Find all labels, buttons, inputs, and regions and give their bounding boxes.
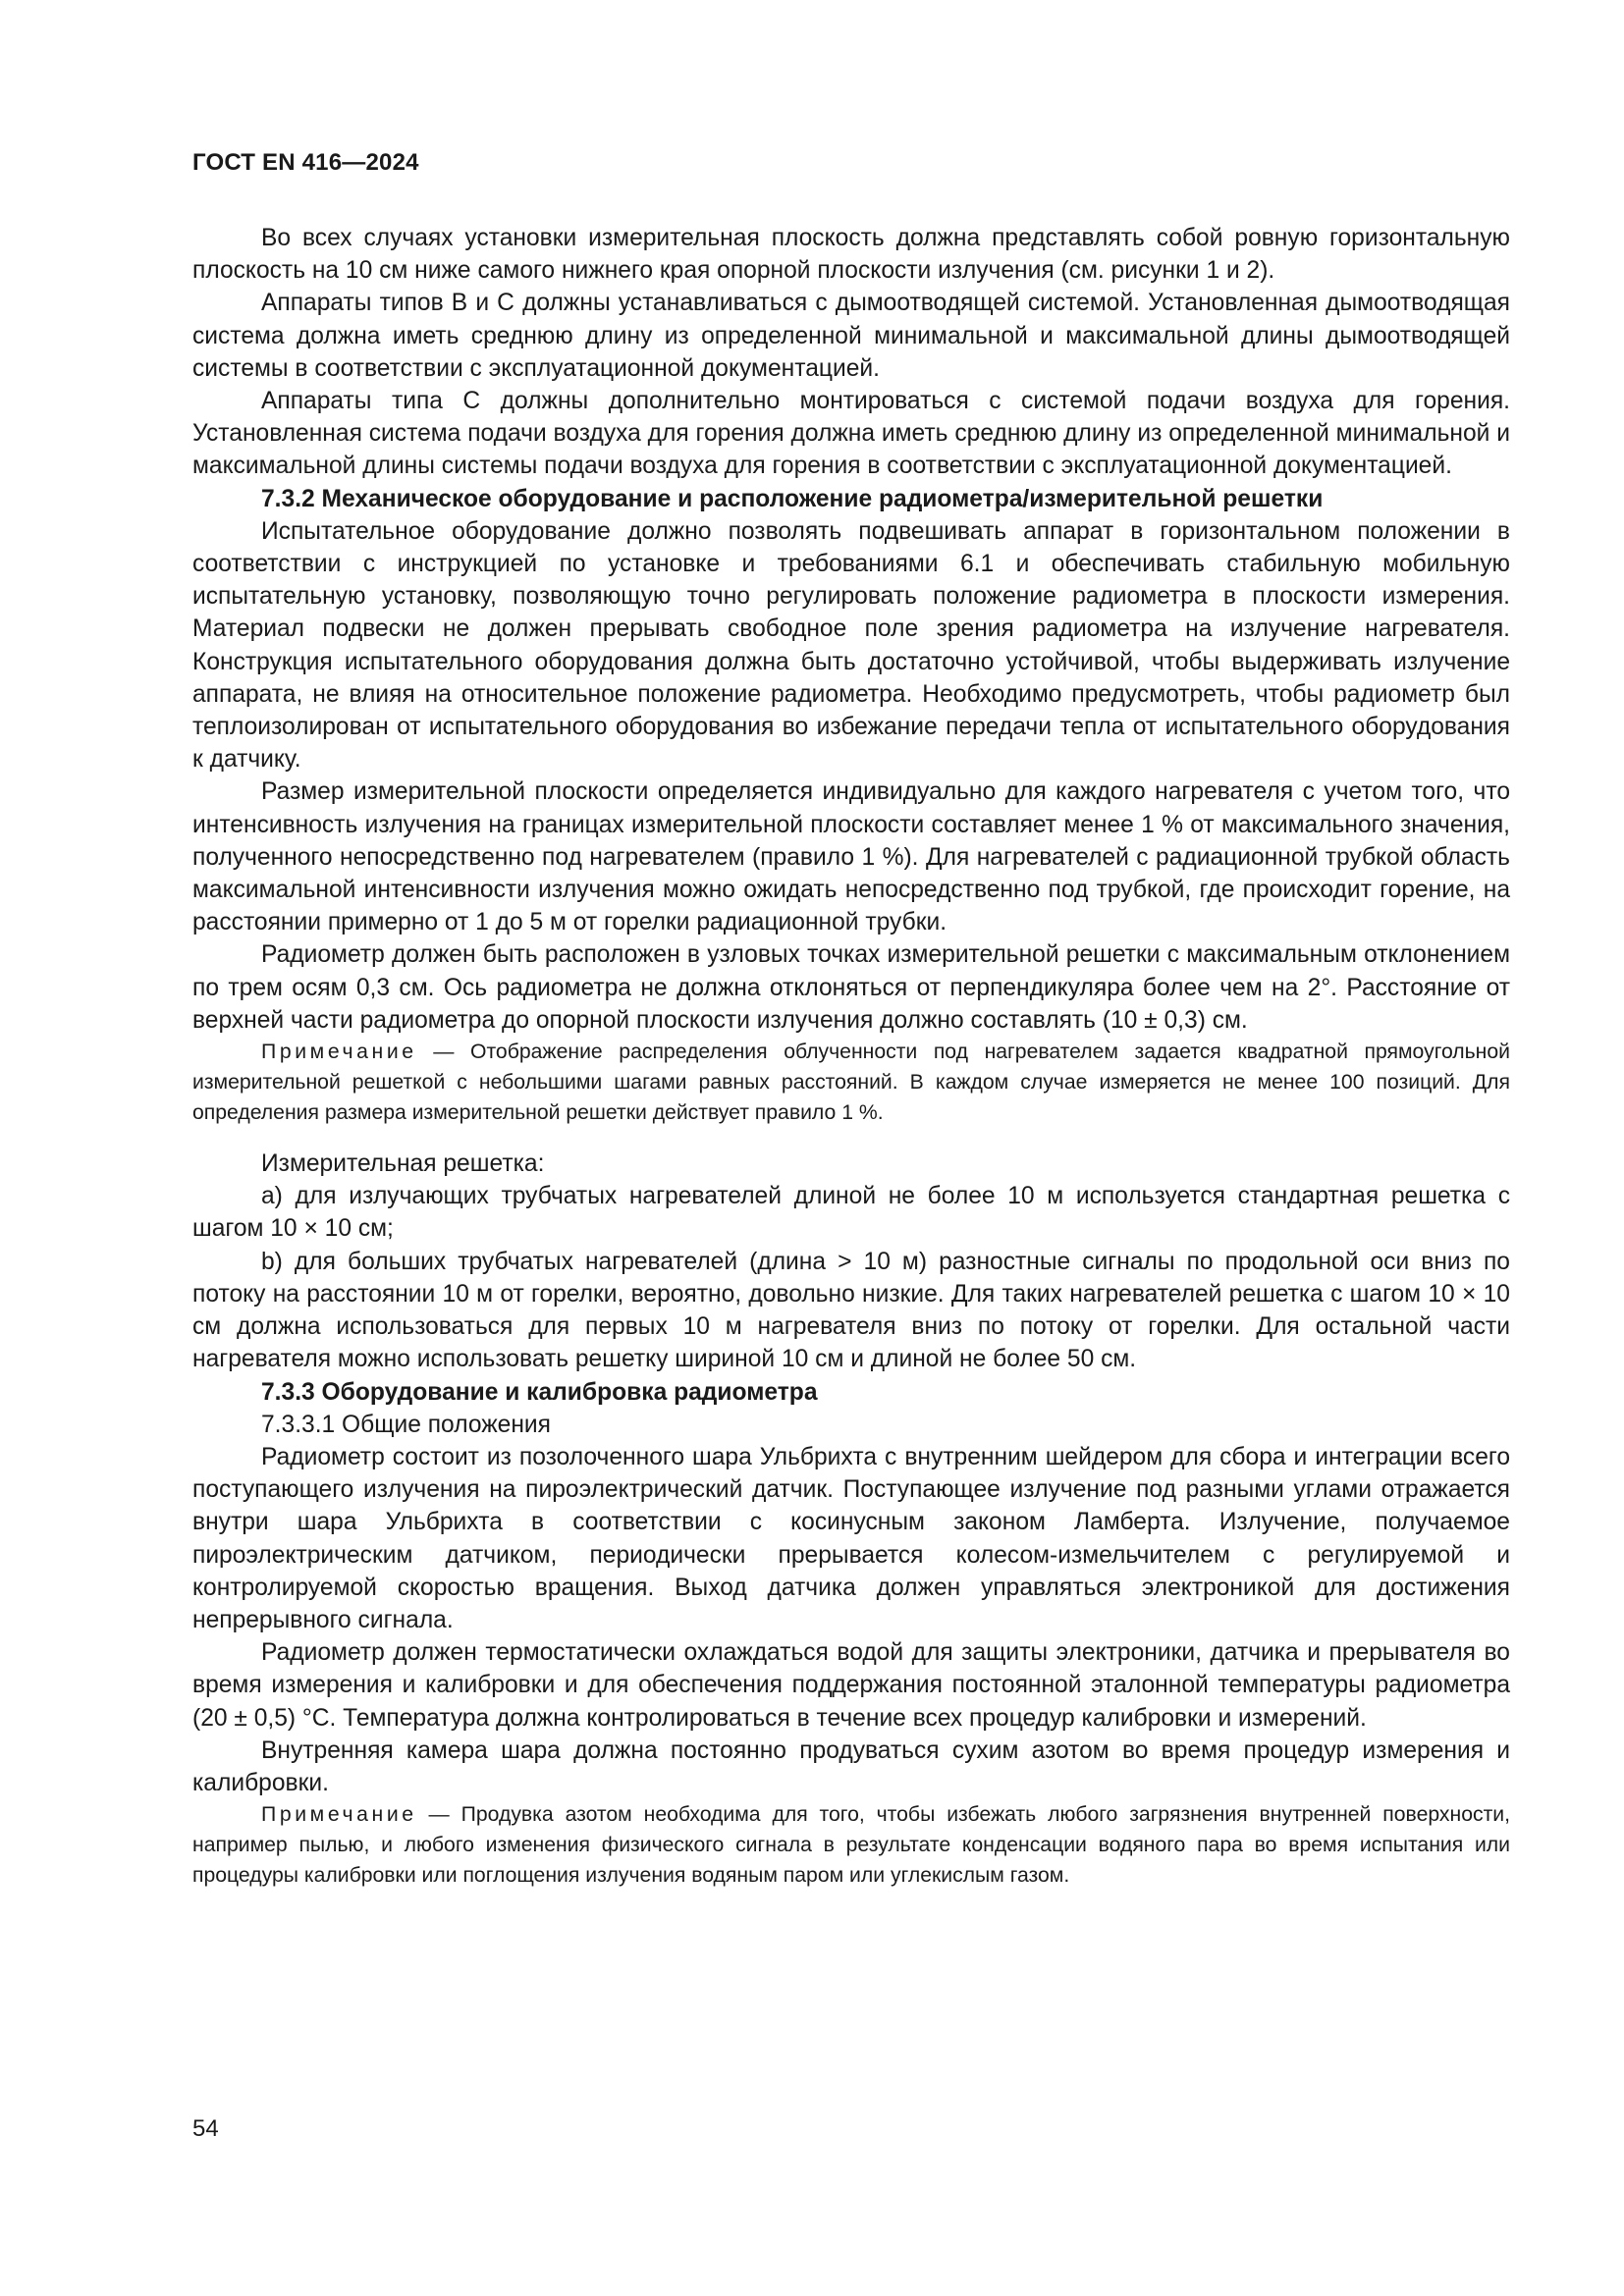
note-text: — Отображение распределения облученности под нагревателем задается квадратной прямоугольной измерительной решеткой с небольшими шагами равных расстояний. В каждом случае измеряется не менее 100 позиций. Для определения размера измерительной решетки действует правило 1 %. — [192, 1041, 1510, 1125]
note — [192, 1037, 1510, 1128]
note-label: Примечание — [261, 1041, 417, 1064]
paragraph: Внутренняя камера шара должна постоянно продуваться сухим азотом во время процедур измерения и калибровки. — [192, 1736, 1510, 1796]
paragraph: Измерительная решетка: — [261, 1150, 545, 1178]
page-content — [192, 222, 1510, 1891]
section-heading-7-3-2: 7.3.2 Механическое оборудование и расположение радиометра/измерительной решетки — [261, 485, 1324, 512]
subsection-heading-7-3-3-1: 7.3.3.1 Общие положения — [261, 1411, 551, 1438]
section-heading-7-3-3: 7.3.3 Оборудование и калибровка радиометра — [261, 1378, 818, 1406]
paragraph: Аппараты типа C должны дополнительно монтироваться с системой подачи воздуха для горения. Установленная система подачи воздуха для горения должна иметь среднюю длину из определенной минимальной и максимальной длины системы подачи воздуха для горения в соответствии с эксплуатационной документацией. — [192, 388, 1510, 480]
paragraph: Радиометр должен термостатически охлаждаться водой для защиты электроники, датчика и прерывателя во время измерения и калибровки и для обеспечения поддержания постоянной эталонной температуры радиометра (20 ± 0,5) °С. Температура должна контролироваться в течение всех процедур калибровки и измерений. — [192, 1639, 1510, 1732]
paragraph: Радиометр должен быть расположен в узловых точках измерительной решетки с максимальным отклонением по трем осям 0,3 см. Ось радиометра не должна отклоняться от перпендикуляра более чем на 2°. Расстояние от верхней части радиометра до опорной плоскости излучения должно составлять (10 ± 0,3) см. — [192, 941, 1510, 1034]
paragraph: Радиометр состоит из позолоченного шара Ульбрихта с внутренним шейдером для сбора и интеграции всего поступающего излучения на пироэлектрический датчик. Поступающее излучение под разными углами отражается внутри шара Ульбрихта в соответствии с косинусным законом Ламберта. Излучение, получаемое пироэлектрическим датчиком, периодически прерывается колесом-измельчителем с регулируемой и контролируемой скоростью вращения. Выход датчика должен управляться электроникой для достижения непрерывного сигнала. — [192, 1443, 1510, 1633]
note — [192, 1799, 1510, 1891]
note-label: Примечание — [261, 1803, 417, 1827]
page-number: 54 — [192, 2115, 219, 2142]
paragraph: Размер измерительной плоскости определяется индивидуально для каждого нагревателя с учетом того, что интенсивность излучения на границах измерительной плоскости составляет менее 1 % от максимального значения, полученного непосредственно под нагревателем (правило 1 %). Для нагревателей с радиационной трубкой область максимальной интенсивности излучения можно ожидать непосредственно под трубкой, где происходит горение, на расстоянии примерно от 1 до 5 м от горелки радиационной трубки. — [192, 778, 1510, 936]
paragraph: Испытательное оборудование должно позволять подвешивать аппарат в горизонтальном положении в соответствии с инструкцией по установке и требованиями 6.1 и обеспечивать стабильную мобильную испытательную установку, позволяющую точно регулировать положение радиометра в плоскости измерения. Материал подвески не должен прерывать свободное поле зрения радиометра на излучение нагревателя. Конструкция испытательного оборудования должна быть достаточно устойчивой, чтобы выдерживать излучение аппарата, не влияя на относительное положение радиометра. Необходимо предусмотреть, чтобы радиометр был теплоизолирован от испытательного оборудования во избежание передачи тепла от испытательного оборудования к датчику. — [192, 517, 1510, 774]
paragraph: Аппараты типов B и C должны устанавливаться с дымоотводящей системой. Установленная дымоотводящая система должна иметь среднюю длину из определенной минимальной и максимальной длины дымоотводящей системы в соответствии с эксплуатационной документацией. — [192, 290, 1510, 382]
list-item: a) для излучающих трубчатых нагревателей длиной не более 10 м используется стандартная решетка с шагом 10 × 10 см; — [192, 1183, 1510, 1243]
note-text: — Продувка азотом необходима для того, чтобы избежать любого загрязнения внутренней поверхности, например пылью, и любого изменения физического сигнала в результате конденсации водяного пара во время испытания или процедуры калибровки или поглощения излучения водяным паром или углекислым газом. — [192, 1803, 1510, 1888]
paragraph: Во всех случаях установки измерительная плоскость должна представлять собой ровную горизонтальную плоскость на 10 см ниже самого нижнего края опорной плоскости излучения (см. рисунки 1 и 2). — [192, 225, 1510, 285]
list-item: b) для больших трубчатых нагревателей (длина > 10 м) разностные сигналы по продольной оси вниз по потоку на расстоянии 10 м от горелки, вероятно, довольно низкие. Для таких нагревателей решетка с шагом 10 × 10 см должна использоваться для первых 10 м нагревателя вниз по потоку от горелки. Для остальной части нагревателя можно использовать решетку шириной 10 см и длиной не более 50 см. — [192, 1248, 1510, 1373]
document-code-header: ГОСТ EN 416—2024 — [192, 149, 419, 176]
